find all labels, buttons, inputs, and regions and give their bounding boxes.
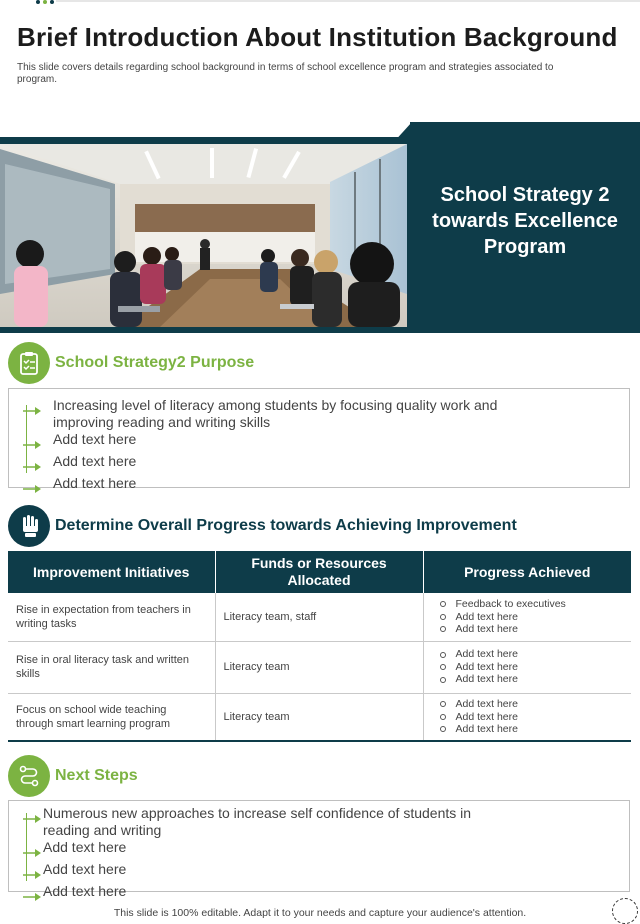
funds-cell: Literacy team bbox=[215, 641, 423, 693]
banner-heading: School Strategy 2 towards Excellence Program bbox=[432, 184, 618, 258]
progress-cell bbox=[423, 693, 631, 741]
table-header-row bbox=[8, 551, 631, 593]
progress-item bbox=[440, 598, 624, 611]
table-row bbox=[8, 641, 631, 693]
progress-item bbox=[440, 698, 624, 711]
list-item bbox=[23, 861, 503, 883]
list-item bbox=[23, 839, 503, 861]
meeting-room-photo bbox=[0, 144, 407, 327]
progress-list bbox=[432, 598, 624, 636]
progress-cell bbox=[423, 641, 631, 693]
arrow-icon bbox=[23, 475, 53, 497]
progress-table bbox=[8, 551, 631, 742]
list-item bbox=[23, 431, 523, 453]
list-item-text: Numerous new approaches to increase self confidence of students in reading and writing bbox=[43, 805, 472, 838]
page-corner-badge bbox=[612, 898, 638, 924]
arrow-icon bbox=[23, 883, 43, 905]
arrow-icon bbox=[23, 397, 53, 419]
column-header: Progress Achieved bbox=[423, 551, 631, 593]
route-icon bbox=[8, 755, 50, 797]
list-item bbox=[23, 805, 503, 839]
arrow-icon bbox=[23, 805, 43, 827]
table-row bbox=[8, 693, 631, 741]
progress-item-text: Add text here bbox=[455, 610, 518, 623]
initiative-cell: Rise in expectation from teachers in writing tasks bbox=[8, 593, 215, 641]
list-item-text: Add text here bbox=[53, 431, 137, 447]
progress-item bbox=[440, 648, 624, 661]
circle-bullet-icon bbox=[440, 701, 446, 707]
progress-title: Determine Overall Progress towards Achieving Improvement bbox=[55, 517, 517, 534]
circle-bullet-icon bbox=[440, 601, 446, 607]
circle-bullet-icon bbox=[440, 652, 446, 658]
top-dots bbox=[36, 0, 54, 4]
footer-note: This slide is 100% editable. Adapt it to your needs and capture your audience's attention. bbox=[113, 907, 527, 919]
arrow-icon bbox=[23, 453, 53, 475]
progress-item-text: Add text here bbox=[455, 673, 518, 686]
progress-item-text: Add text here bbox=[455, 623, 518, 635]
table-row bbox=[8, 593, 631, 641]
purpose-box bbox=[8, 388, 630, 491]
purpose-list bbox=[23, 397, 523, 497]
progress-item bbox=[440, 661, 624, 674]
column-header: Funds or Resources Allocated bbox=[215, 551, 423, 593]
next-steps-list bbox=[23, 805, 503, 905]
progress-item-text: Feedback to executives bbox=[455, 598, 566, 610]
progress-item-text: Add text here bbox=[455, 698, 518, 710]
arrow-icon bbox=[23, 861, 43, 883]
top-rule bbox=[56, 0, 640, 2]
circle-bullet-icon bbox=[440, 626, 446, 632]
circle-bullet-icon bbox=[440, 664, 446, 670]
progress-list bbox=[432, 698, 624, 736]
list-item-text: Add text here bbox=[43, 883, 127, 899]
page-subtitle: This slide covers details regarding school background in terms of school excellence program and strategies associated to program. bbox=[17, 62, 554, 85]
clipboard-icon bbox=[8, 342, 50, 384]
list-item bbox=[23, 453, 523, 475]
circle-bullet-icon bbox=[440, 614, 446, 620]
next-steps-title: Next Steps bbox=[55, 767, 138, 784]
list-item-text: Add text here bbox=[43, 839, 127, 855]
initiative-cell: Rise in oral literacy task and written skills bbox=[8, 641, 215, 693]
banner-notch bbox=[392, 122, 412, 144]
progress-item-text: Add text here bbox=[455, 660, 518, 673]
progress-item bbox=[440, 723, 624, 736]
progress-item bbox=[440, 623, 624, 636]
circle-bullet-icon bbox=[440, 726, 446, 732]
next-steps-box bbox=[8, 800, 630, 899]
funds-cell: Literacy team bbox=[215, 693, 423, 741]
list-item-text: Add text here bbox=[53, 475, 137, 491]
progress-item bbox=[440, 611, 624, 624]
list-item-text: Add text here bbox=[53, 453, 137, 469]
arrow-icon bbox=[23, 839, 43, 861]
progress-item-text: Add text here bbox=[455, 648, 518, 661]
progress-list bbox=[432, 648, 624, 686]
list-item bbox=[23, 397, 523, 431]
purpose-title: School Strategy2 Purpose bbox=[55, 354, 255, 371]
list-item bbox=[23, 475, 523, 497]
funds-cell: Literacy team, staff bbox=[215, 593, 423, 641]
list-item-text: Add text here bbox=[43, 861, 127, 877]
circle-bullet-icon bbox=[440, 714, 446, 720]
progress-item-text: Add text here bbox=[455, 723, 518, 735]
column-header: Improvement Initiatives bbox=[8, 551, 215, 593]
arrow-icon bbox=[23, 431, 53, 453]
banner-panel bbox=[410, 122, 640, 320]
list-item-text: Increasing level of literacy among students by focusing quality work and improving reading and writing skills bbox=[53, 397, 498, 430]
initiative-cell: Focus on school wide teaching through smart learning program bbox=[8, 693, 215, 741]
hand-icon bbox=[8, 505, 50, 547]
progress-item bbox=[440, 673, 624, 686]
progress-cell bbox=[423, 593, 631, 641]
list-item bbox=[23, 883, 503, 905]
page-title: Brief Introduction About Institution Background bbox=[17, 22, 618, 52]
progress-item bbox=[440, 711, 624, 724]
circle-bullet-icon bbox=[440, 677, 446, 683]
progress-item-text: Add text here bbox=[455, 710, 518, 723]
